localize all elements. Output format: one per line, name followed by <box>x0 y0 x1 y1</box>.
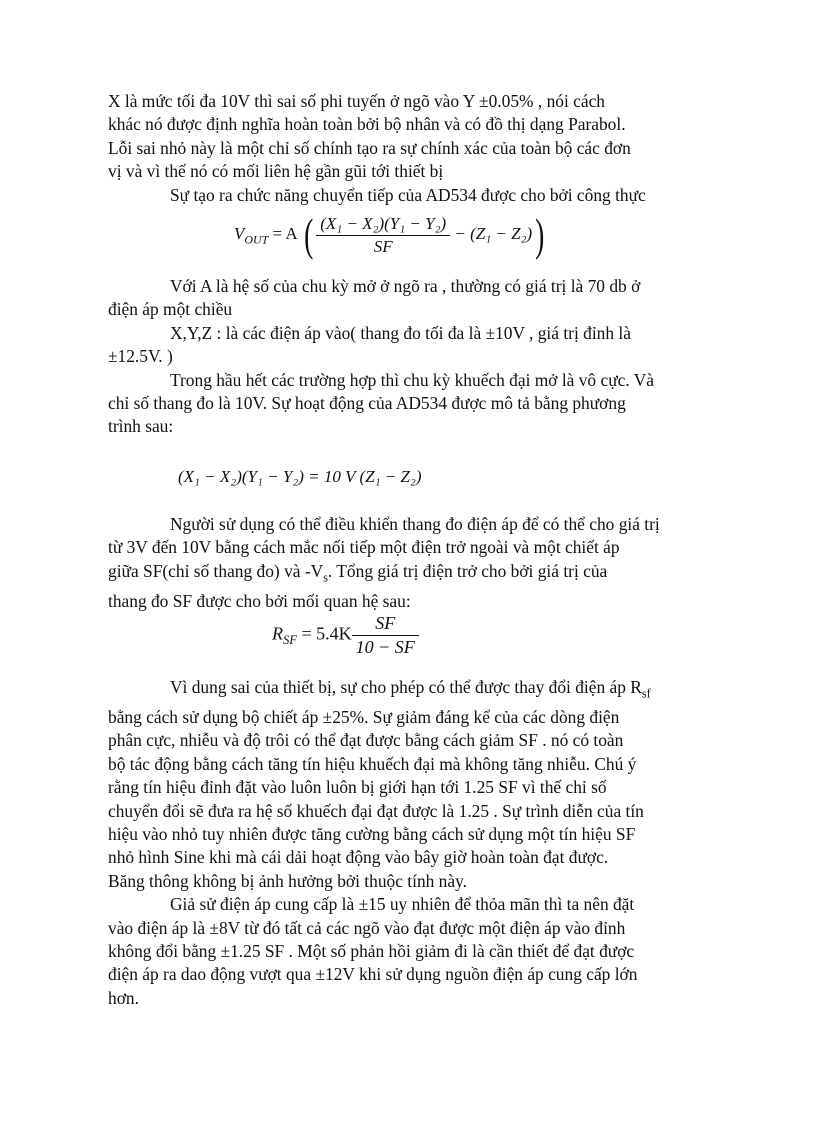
text-line: Sự tạo ra chức năng chuyển tiếp của AD534 được cho bởi công thực <box>170 184 646 205</box>
text-line: nhỏ hình Sine khi mà cái dải hoạt động vào bây giờ hoàn toàn đạt được. <box>108 847 609 868</box>
text-line: Trong hầu hết các trường hợp thì chu kỳ khuếch đại mở là vô cực. Và <box>170 369 654 390</box>
paragraph-definitions <box>108 275 693 439</box>
text-line: rằng tín hiệu đỉnh đặt vào luôn luôn bị giới hạn tới 1.25 SF vì thế chỉ số <box>108 777 607 798</box>
text-line: không đổi bằng ±1.25 SF . Một số phản hồi giảm đi là cần thiết để đạt được <box>108 940 635 961</box>
fraction: $\frac{\text{(X₁ − X₂)(Y₁ − Y₂)}}{SF}$ <box>316 214 450 257</box>
text-line: khác nó được định nghĩa hoàn toàn bởi bộ nhân và có đồ thị dạng Parabol. <box>108 114 626 135</box>
text-line: phân cực, nhiễu và độ trôi có thể đạt được bằng cách giảm SF . nó có toàn <box>108 730 624 751</box>
formula-rsf: $R_{SF} = 5.4K$ $\frac{SF}{10 - SF}$ <box>272 613 419 658</box>
paragraph-tolerance <box>108 676 693 1010</box>
text-line: giữa SF(chỉ số thang đo) và $-V_s$. Tổng giá trị điện trở cho bởi giá trị của <box>108 560 608 585</box>
text-line: Giả sử điện áp cung cấp là ±15 uy nhiên để thỏa mãn thì ta nên đặt <box>170 894 635 915</box>
text-line: chuyển đổi sẽ đưa ra hệ số khuếch đại đạt được là 1.25 . Sự trình diễn của tín <box>108 800 644 821</box>
text-line: ±12.5V. ) <box>108 346 173 367</box>
text-line: X là mức tối đa 10V thì sai số phi tuyến ở ngõ vào Y ±0.05% , nói cách <box>108 91 605 111</box>
text-line: thang đo SF được cho bởi mối quan hệ sau: <box>108 590 411 611</box>
text-line: hiệu vào nhỏ tuy nhiên được tăng cường bằng cách sử dụng một tín hiệu SF <box>108 823 636 844</box>
text-line: X,Y,Z : là các điện áp vào( thang đo tối đa là ±10V , giá trị đỉnh là <box>170 322 631 343</box>
text-line: vào điện áp là ±8V từ đó tất cả các ngõ vào đạt được một điện áp vào đỉnh <box>108 917 626 938</box>
text-line: chỉ số thang đo là 10V. Sự hoạt động của AD534 được mô tả bằng phương <box>108 393 626 414</box>
text-line: điện áp ra dao động vượt qua ±12V khi sử dụng nguồn điện áp cung cấp lớn <box>108 964 638 985</box>
text-line: hơn. <box>108 987 139 1008</box>
paragraph-intro <box>108 90 693 207</box>
fraction: $\frac{SF}{10 - SF}$ <box>352 613 419 658</box>
formula-operation: (X₁ − X₂)(Y₁ − Y₂) = 10 V (Z₁ − Z₂) <box>178 467 422 486</box>
text-line: bằng cách sử dụng bộ chiết áp ±25%. Sự giảm đáng kể của các dòng điện <box>108 706 620 727</box>
formula-vout: $V_{OUT} = A$ ( $\frac{\text{(X₁ − X₂)(Y₁ − Y₂)}}{SF}$ − (Z₁ − Z₂)) <box>234 209 545 260</box>
paragraph-scale <box>108 513 693 613</box>
text-line: Người sử dụng có thể điều khiển thang đo điện áp để có thể cho giá trị <box>170 514 660 534</box>
text-line: trình sau: <box>108 416 174 437</box>
text-line: bộ tác động bằng cách tăng tín hiệu khuếch đại mà không tăng nhiễu. Chú ý <box>108 753 637 774</box>
text-line: Với A là hệ số của chu kỳ mở ở ngõ ra , thường có giá trị là 70 db ở <box>170 276 641 296</box>
text-line: điện áp một chiều <box>108 299 233 320</box>
text-line: vị và vì thế nó có mối liên hệ gần gũi tới thiết bị <box>108 161 444 182</box>
text-line: Băng thông không bị ảnh hưởng bởi thuộc tính này. <box>108 870 468 891</box>
text-line: từ 3V đến 10V bằng cách mắc nối tiếp một điện trở ngoài và một chiết áp <box>108 537 620 558</box>
text-line: Vì dung sai của thiết bị, sự cho phép có thể được thay đổi điện áp $R_{sf}$ <box>170 677 651 701</box>
text-line: Lỗi sai nhỏ này là một chỉ số chính tạo ra sự chính xác của toàn bộ các đơn <box>108 137 631 158</box>
